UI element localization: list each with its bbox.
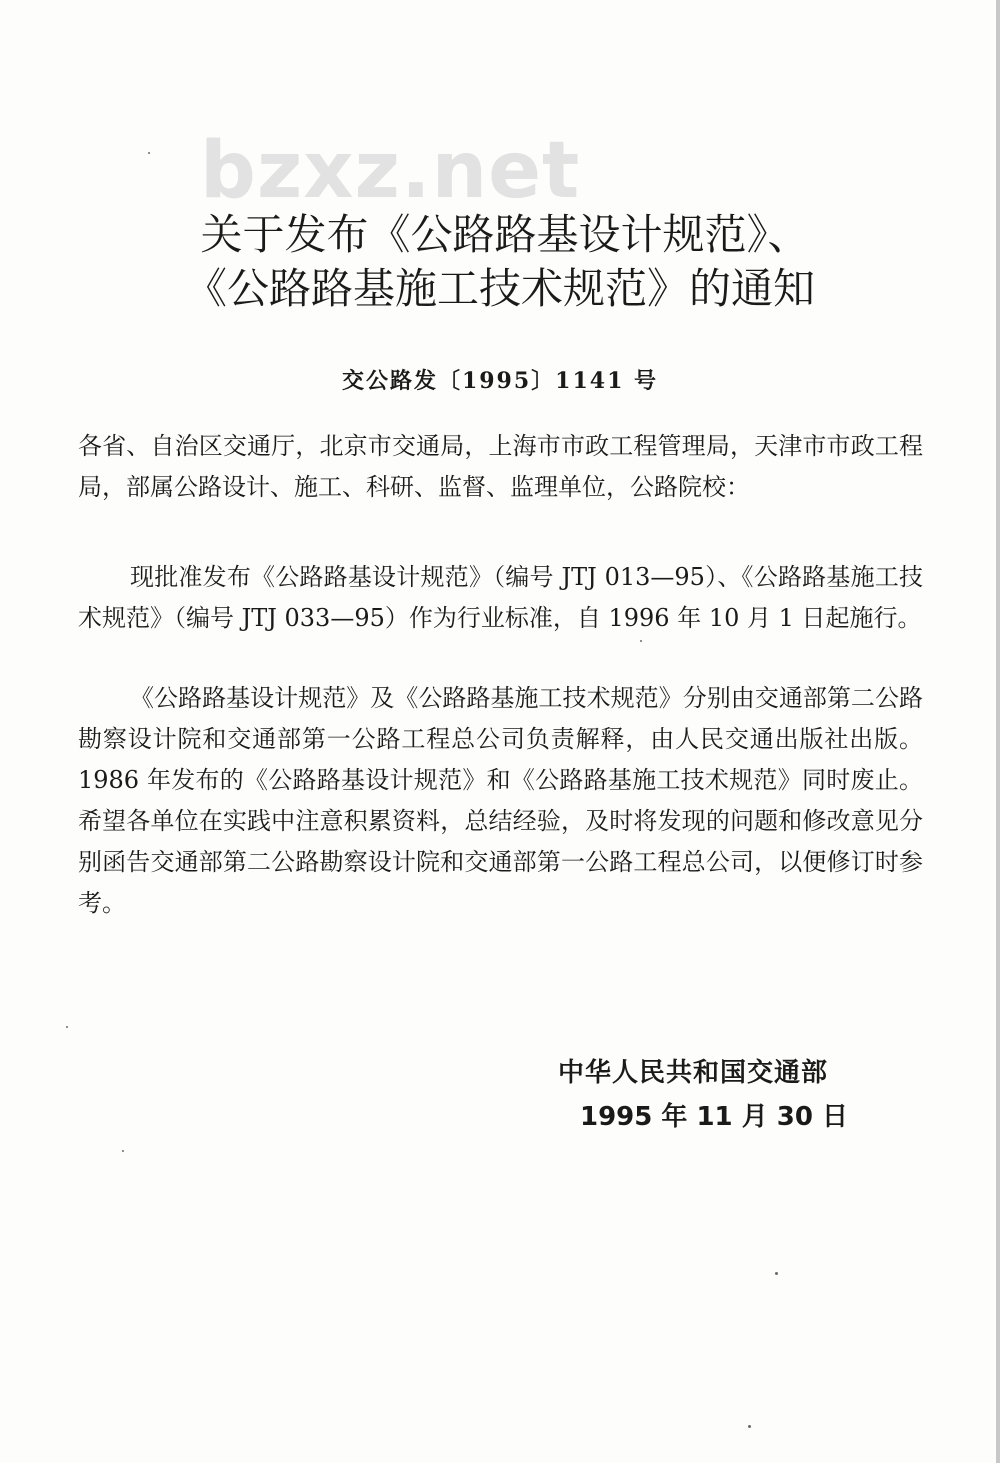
- document-number: 交公路发〔1995〕1141 号: [341, 368, 659, 394]
- scan-edge: [996, 0, 1000, 1463]
- signature-date: 1995 年 11 月 30 日: [580, 1102, 848, 1132]
- scan-speck: [640, 640, 642, 642]
- paragraph-approval: 现批准发布《公路路基设计规范》（编号 JTJ 013—95）、《公路路基施工技术规范》（编号 JTJ 033—95）作为行业标准，自 1996 年 10 月 1 日起施行。: [78, 563, 923, 632]
- scan-speck: [148, 152, 150, 154]
- paragraph-interpretation: 《公路路基设计规范》及《公路路基施工技术规范》分别由交通部第二公路勘察设计院和交通部第一公路工程总公司负责解释，由人民交通出版社出版。1986 年发布的《公路路基设计规范》和《公路路基施工技术规范》同时废止。希望各单位在实践中注意积累资料，总结经验，及时将发现的问题和修改意见分别函告交通部第二公路勘察设计院和交通部第一公路工程总公司，以便修订时参考。: [78, 684, 923, 917]
- scan-speck: [122, 1150, 124, 1152]
- title-line-2: 《公路路基施工技术规范》的通知: [184, 264, 815, 313]
- scan-speck: [775, 1272, 778, 1275]
- scan-speck: [66, 1026, 68, 1028]
- addressees: 各省、自治区交通厅，北京市交通局，上海市市政工程管理局，天津市市政工程局，部属公路设计、施工、科研、监督、监理单位，公路院校：: [78, 432, 923, 501]
- title-line-1: 关于发布《公路路基设计规范》、: [200, 210, 810, 259]
- scan-speck: [748, 1425, 751, 1428]
- watermark: bzxz.net: [200, 126, 581, 216]
- signature-organization: 中华人民共和国交通部: [558, 1058, 829, 1088]
